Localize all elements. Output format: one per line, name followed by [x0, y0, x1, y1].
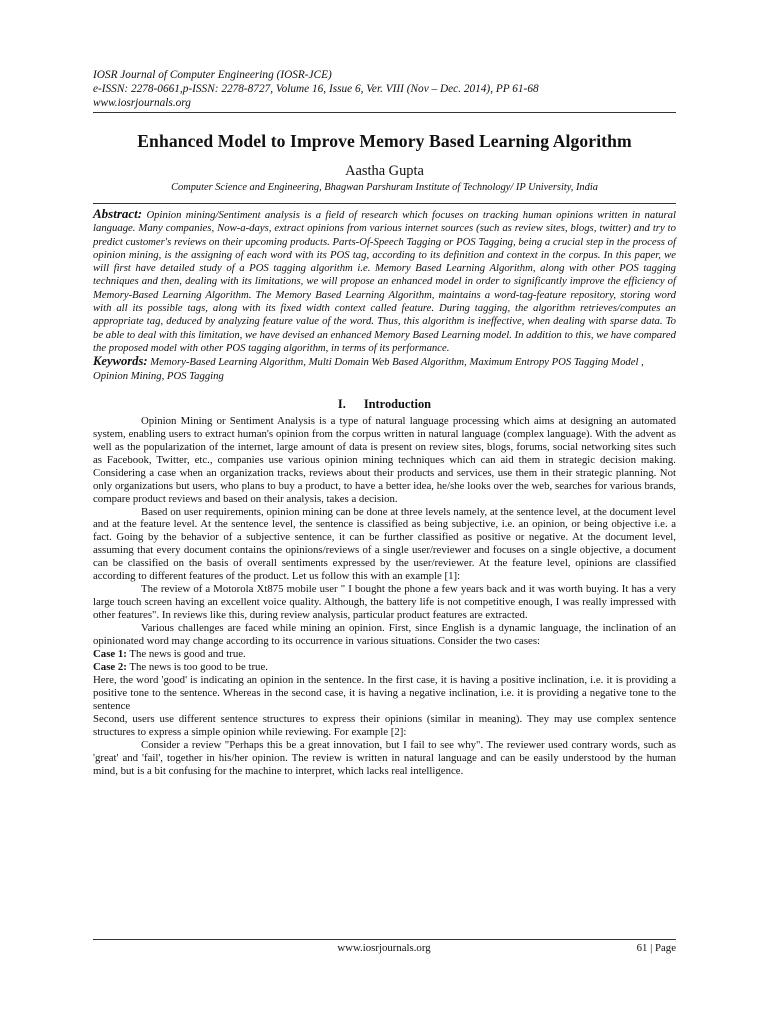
page-number: 61 | Page [636, 942, 676, 954]
body-text [93, 415, 676, 778]
paragraph: Here, the word 'good' is indicating an opinion in the sentence. In the first case, it is having a positive inclination, i.e. it is providing a positive tone to the sentence. Whereas in the second case, it is having a negative inclination, i.e. it is providing a negative tone to the sentence [93, 673, 676, 712]
section-number: I. [337, 396, 346, 411]
keywords-heading: Keywords: [93, 354, 148, 369]
abstract-text: Opinion mining/Sentiment analysis is a field of research which focuses on tracking human opinions written in natural language. Many companies, Now-a-days, extract opinions from various internet sources (such as review sites, blogs, twitter) and try to predict customer's reviews on their upcoming products. Parts-Of-Speech Tagging or POS Tagging, being a crucial step in the process of opinion mining, is the assigning of each word with its POS tag, according to its definition and context in the corpus. In this paper, we will first have detailed study of a POS tagging algorithm i.e. Memory Based Learning Algorithm, along with other POS tagging techniques and then, dealing with its limitations, we will propose an enhanced model in order to significantly improve the efficiency of Memory-Based Learning Algorithm. The Memory Based Learning Algorithm, maintains a word-tag-feature repository, storing word with all its possible tags, along with its fixed width context called feature. During tagging, the algorithm retrieves/computes an appropriate tag, deduced by analyzing feature value of the word. Thus, this algorithm is ineffective, when dealing with sparse data. To be able to deal with this limitation, we have devised an enhanced Memory Based Learning model. In addition to this, we have compared the proposed model with other POS tagging algorithm, in terms of its performance. [93, 209, 676, 354]
abstract-heading: Abstract: [93, 206, 143, 221]
paper-title: Enhanced Model to Improve Memory Based Learning Algorithm [137, 131, 632, 151]
abstract-divider [93, 203, 676, 204]
paragraph: Based on user requirements, opinion mining can be done at three levels namely, at the sentence level, at the document level and at the feature level. At the sentence level, the sentence is classified as being subjective, i.e. an opinion, or being objective i.e. a fact. Going by the behavior of a subjective sentence, it can be further classified as positive or negative. At the document level, assuming that every document contains the opinions/reviews of a single user/reviewer and focuses on a single objective, a document can be classified on the basis of overall sentiments expressed by the user/reviewer. At the feature level, opinions are classified according to different features of the product. Let us follow this with an example [1]: [93, 505, 676, 583]
abstract [93, 207, 676, 355]
journal-name: IOSR Journal of Computer Engineering (IOSR-JCE) [93, 69, 332, 81]
journal-issn: e-ISSN: 2278-0661,p-ISSN: 2278-8727, Volume 16, Issue 6, Ver. VIII (Nov – Dec. 2014), PP 61-68 [93, 83, 539, 95]
footer-url: www.iosrjournals.org [337, 942, 431, 954]
paragraph: Various challenges are faced while mining an opinion. First, since English is a dynamic language, the inclination of an opinionated word may change according to its occurrence in various situations. Consider the two cases: [93, 622, 676, 648]
paragraph: Second, users use different sentence structures to express their opinions (similar in meaning). They may use complex sentence structures to express a simple opinion while reviewing. For example [2]: [93, 712, 676, 738]
author-name: Aastha Gupta [345, 163, 424, 179]
paragraph: Consider a review "Perhaps this be a great innovation, but I fail to see why". The reviewer used contrary words, such as 'great' and 'fail', together in his/her opinion. The review is written in natural language and can be easily understood by the human mind, but is a bit confusing for the machine to interpret, which lacks real intelligence. [93, 738, 676, 777]
section-heading [93, 397, 676, 412]
section-title: Introduction [363, 396, 432, 411]
page-content [93, 68, 676, 778]
keywords-text: Memory-Based Learning Algorithm, Multi Domain Web Based Algorithm, Maximum Entropy POS Tagging Model , Opinion Mining, POS Tagging [93, 356, 644, 382]
paragraph: Opinion Mining or Sentiment Analysis is a type of natural language processing which aims at designing an automated system, enabling users to extract human's opinion from the corpus written in natural language (complex language). With the advent as well as the popularization of the internet, large amount of data is present on review sites, blogs, forums, social networking sites such as Facebook, Twitter, etc., companies use various opinion mining techniques which can aid them in strategic decision making. Considering a case when an organization tracks, reviews about their products and services, use them in their strategic planning. Not only organizations but users, who plans to buy a product, to have a better idea, he/she looks over the web, searches for various brands, compare product reviews and based on their analysis, takes a decision. [93, 414, 676, 505]
case-2-label: Case 2: [93, 660, 127, 673]
paragraph: The review of a Motorola Xt875 mobile user " I bought the phone a few years back and it was worth buying. It has a very large touch screen having an excellent voice quality. Although, the battery life is not competitive enough, I was really impressed with other features". In reviews like this, during review analysis, particular product features are extracted. [93, 583, 676, 622]
case-2-text: The news is too good to be true. [126, 660, 268, 673]
header-divider [93, 112, 676, 113]
journal-url: www.iosrjournals.org [93, 97, 191, 109]
case-2 [93, 661, 676, 674]
case-1-label: Case 1: [93, 648, 127, 661]
journal-header [93, 68, 676, 110]
footer-divider [93, 939, 676, 940]
case-1-text: The news is good and true. [126, 648, 246, 661]
case-1 [93, 648, 676, 661]
keywords [93, 355, 676, 383]
author-affiliation: Computer Science and Engineering, Bhagwan Parshuram Institute of Technology/ IP University, India [171, 182, 598, 193]
